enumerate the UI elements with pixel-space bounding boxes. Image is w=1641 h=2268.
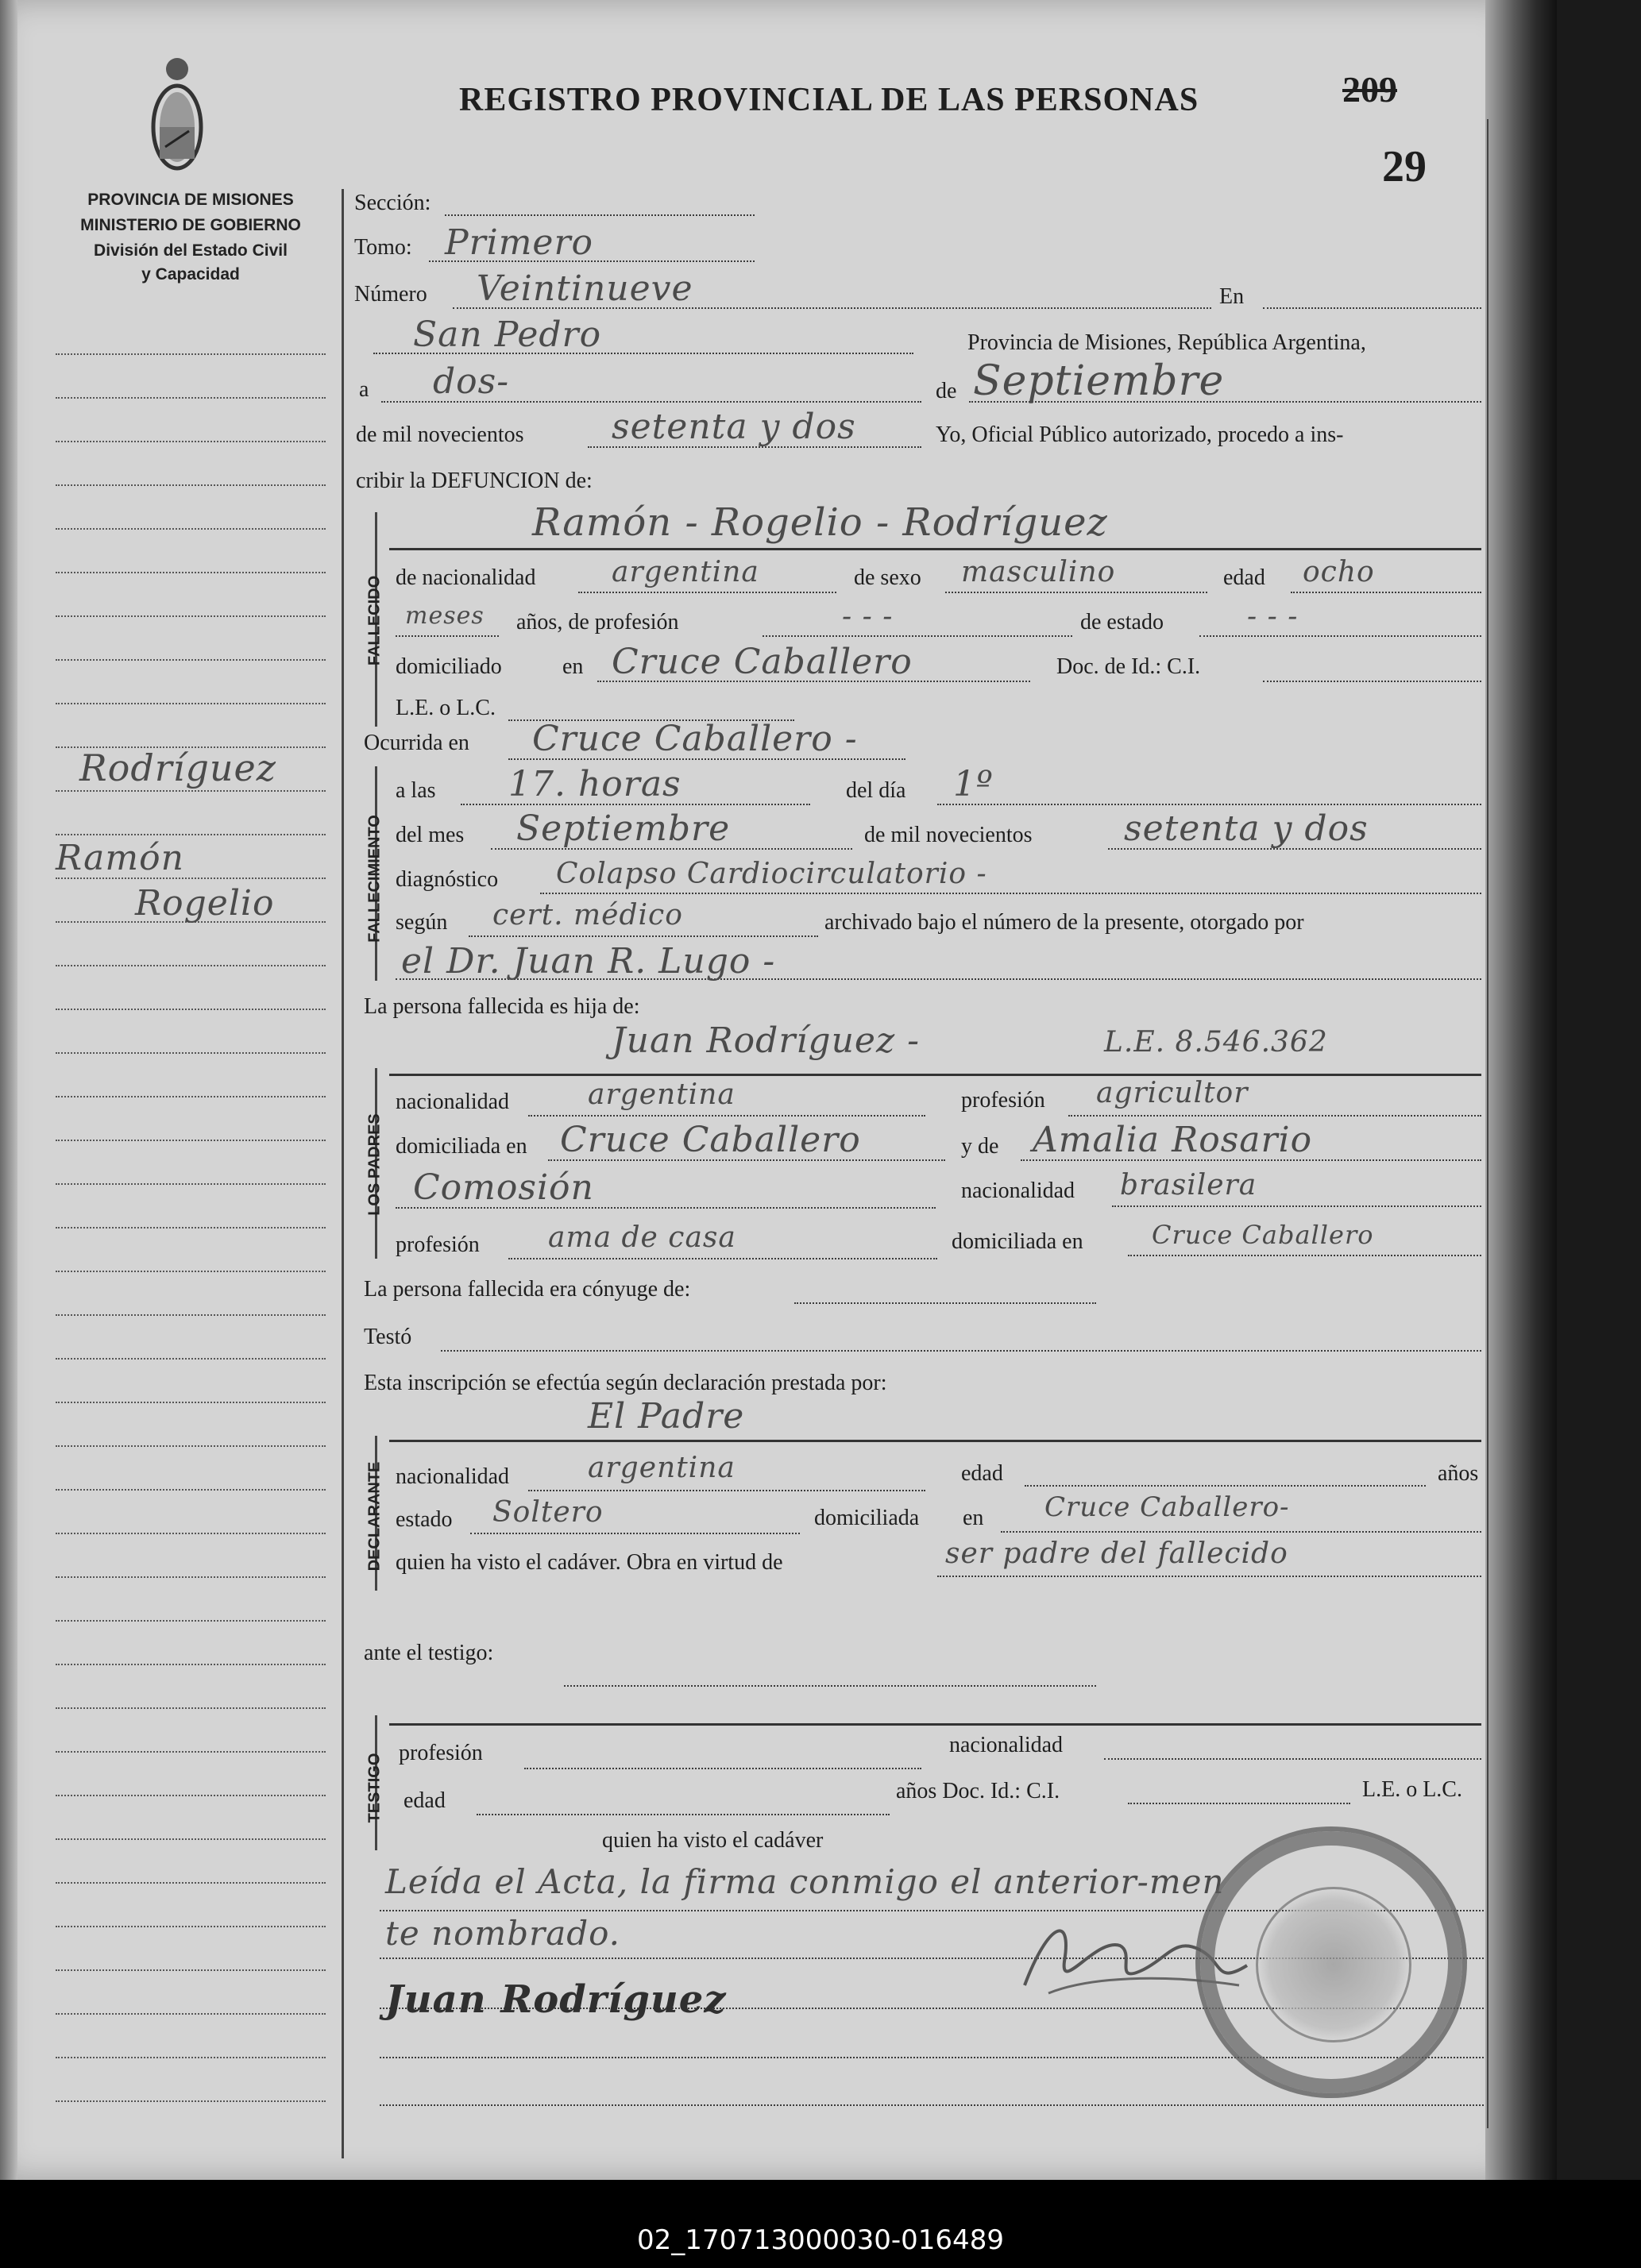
value-madre-nacionalidad: brasilera [1120, 1169, 1257, 1202]
book-binding [1485, 0, 1557, 2180]
value-madre-apellido: Comosión [413, 1167, 594, 1208]
label-hija-de: La persona fallecida es hija de: [364, 994, 640, 1019]
label-numero: Número [354, 282, 427, 307]
value-profesion: - - - [842, 600, 894, 633]
value-declarante-domicilio: Cruce Caballero- [1044, 1491, 1290, 1523]
label-y-de: y de [961, 1134, 999, 1159]
label-le-lc: L.E. o L.C. [396, 696, 496, 720]
label-padre-domiciliada: domiciliada en [396, 1134, 527, 1159]
label-tomo: Tomo: [354, 235, 412, 260]
label-declarante-domiciliada: domiciliada [814, 1506, 920, 1530]
side-label-fallecido: FALLECIDO [365, 575, 384, 666]
value-meses: meses [405, 602, 485, 630]
page-edge [0, 0, 17, 2180]
value-anio-muerte: setenta y dos [1124, 808, 1369, 849]
label-declarante-nacionalidad: nacionalidad [396, 1464, 510, 1489]
label-de-nacionalidad: de nacionalidad [396, 565, 536, 590]
value-mes-muerte: Septiembre [516, 808, 731, 849]
label-a-las: a las [396, 778, 436, 803]
label-yo: Yo, Oficial Público autorizado, procedo a ins- [936, 422, 1344, 447]
label-padre-nacionalidad: nacionalidad [396, 1090, 510, 1114]
value-declarante-virtud: ser padre del fallecido [945, 1537, 1288, 1570]
label-visto: quien ha visto el cadáver. Obra en virtud de [396, 1550, 783, 1575]
label-testigo-nacionalidad: nacionalidad [949, 1733, 1064, 1757]
label-de-sexo: de sexo [854, 565, 921, 590]
label-testigo-le-lc: L.E. o L.C. [1362, 1777, 1462, 1802]
label-seccion: Sección: [354, 191, 431, 215]
value-anio: setenta y dos [612, 407, 856, 447]
label-de: de [936, 379, 957, 403]
label-edad: edad [1223, 565, 1265, 590]
margin-surname: Rodríguez [79, 746, 277, 789]
page-number: 29 [1382, 142, 1427, 191]
value-nacionalidad: argentina [612, 556, 759, 588]
value-ocurrida: Cruce Caballero - [532, 719, 858, 759]
value-domicilio: Cruce Caballero [612, 642, 913, 682]
label-segun: según [396, 910, 448, 935]
value-declarante-nacionalidad: argentina [588, 1452, 736, 1484]
value-padre-profesion: agricultor [1096, 1077, 1249, 1109]
label-de-estado: de estado [1080, 610, 1164, 634]
signature-declarante: Juan Rodríguez [385, 1977, 727, 2022]
coat-of-arms-icon [141, 52, 213, 179]
value-segun: cert. médico [492, 899, 683, 932]
value-madre-domicilio: Cruce Caballero [1152, 1220, 1374, 1250]
value-diagnostico: Colapso Cardiocirculatorio - [556, 858, 987, 890]
label-anos-profesion: años, de profesión [516, 610, 679, 634]
label-inscribir: cribir la DEFUNCION de: [356, 469, 593, 493]
value-madre: Amalia Rosario [1033, 1120, 1313, 1160]
label-madre-nacionalidad: nacionalidad [961, 1178, 1075, 1203]
side-label-padres: LOS PADRES [365, 1113, 384, 1216]
value-cierre-1: Leída el Acta, la firma conmigo el anterior-men [385, 1862, 1225, 1901]
label-a: a [359, 377, 369, 402]
value-dia: dos- [433, 361, 510, 402]
label-ocurrida: Ocurrida en [364, 731, 469, 755]
document-title: REGISTRO PROVINCIAL DE LAS PERSONAS [459, 82, 1199, 118]
image-id-footer [0, 2180, 1641, 2268]
label-diagnostico: diagnóstico [396, 867, 499, 892]
value-nombre: Ramón - Rogelio - Rodríguez [532, 500, 1108, 545]
office-province: PROVINCIA DE MISIONES [87, 191, 294, 209]
value-edad: ocho [1303, 556, 1375, 588]
office-capacity: y Capacidad [141, 265, 240, 284]
label-archivado: archivado bajo el número de la presente, otorgado por [824, 910, 1304, 935]
value-estado: - - - [1247, 600, 1299, 633]
margin-given-name-1: Ramón [56, 838, 184, 878]
label-declaracion: Esta inscripción se efectúa según declaración prestada por: [364, 1371, 887, 1395]
image-id-text: 02_170713000030-016489 [637, 2224, 1004, 2256]
label-conyuge: La persona fallecida era cónyuge de: [364, 1277, 691, 1302]
label-domiciliado: domiciliado [396, 654, 502, 679]
label-testigo-edad: edad [403, 1788, 446, 1813]
value-madre-profesion: ama de casa [548, 1221, 736, 1254]
label-provincia: Provincia de Misiones, República Argentina, [967, 330, 1366, 355]
label-de-mil: de mil novecientos [356, 422, 524, 447]
value-padre: Juan Rodríguez - [612, 1020, 921, 1061]
label-declarante-edad: edad [961, 1461, 1003, 1486]
label-en: En [1219, 284, 1245, 309]
label-declarante-en: en [963, 1506, 984, 1530]
value-hora: 17. horas [508, 764, 681, 804]
label-testigo-doc: años Doc. Id.: C.I. [896, 1779, 1060, 1803]
label-en-domicilio: en [562, 654, 584, 679]
label-declarante-estado: estado [396, 1507, 453, 1532]
struck-page-number: 209 [1342, 69, 1397, 110]
column-divider [342, 189, 344, 2158]
value-medico: el Dr. Juan R. Lugo - [401, 941, 776, 982]
value-dia-muerte: 1º [953, 764, 994, 804]
seal-emblem [1256, 1887, 1411, 2042]
label-madre-domiciliada: domiciliada en [952, 1229, 1083, 1254]
value-numero: Veintinueve [477, 268, 693, 309]
label-del-mes: del mes [396, 823, 465, 847]
label-testigo-visto: quien ha visto el cadáver [602, 1828, 824, 1853]
label-padre-profesion: profesión [961, 1088, 1045, 1113]
value-mes: Septiembre [973, 357, 1225, 405]
label-declarante-anos: años [1438, 1461, 1479, 1486]
label-de-mil-2: de mil novecientos [864, 823, 1033, 847]
label-madre-profesion: profesión [396, 1232, 480, 1257]
label-testigo: ante el testigo: [364, 1641, 494, 1665]
value-lugar: San Pedro [413, 314, 602, 355]
margin-given-name-2: Rogelio [135, 883, 275, 924]
value-cierre-2: te nombrado. [385, 1914, 621, 1953]
right-border [1487, 119, 1488, 2128]
office-ministry: MINISTERIO DE GOBIERNO [80, 216, 301, 234]
label-doc-id: Doc. de Id.: C.I. [1056, 654, 1201, 679]
side-label-declarante: DECLARANTE [365, 1461, 384, 1572]
side-label-fallecimiento: FALLECIMIENTO [365, 815, 384, 943]
value-padre-doc: L.E. 8.546.362 [1104, 1026, 1328, 1059]
official-seal [1195, 1826, 1467, 2098]
value-declarante: El Padre [588, 1396, 745, 1437]
value-declarante-estado: Soltero [492, 1496, 604, 1529]
office-division: División del Estado Civil [94, 241, 288, 260]
value-padre-nacionalidad: argentina [588, 1078, 736, 1111]
value-tomo: Primero [445, 222, 593, 263]
label-testigo-profesion: profesión [399, 1741, 483, 1765]
label-testo: Testó [364, 1325, 412, 1349]
side-label-testigo: TESTIGO [365, 1753, 384, 1823]
label-del-dia: del día [846, 778, 906, 803]
value-sexo: masculino [961, 556, 1116, 588]
value-padre-domicilio: Cruce Caballero [560, 1120, 861, 1160]
